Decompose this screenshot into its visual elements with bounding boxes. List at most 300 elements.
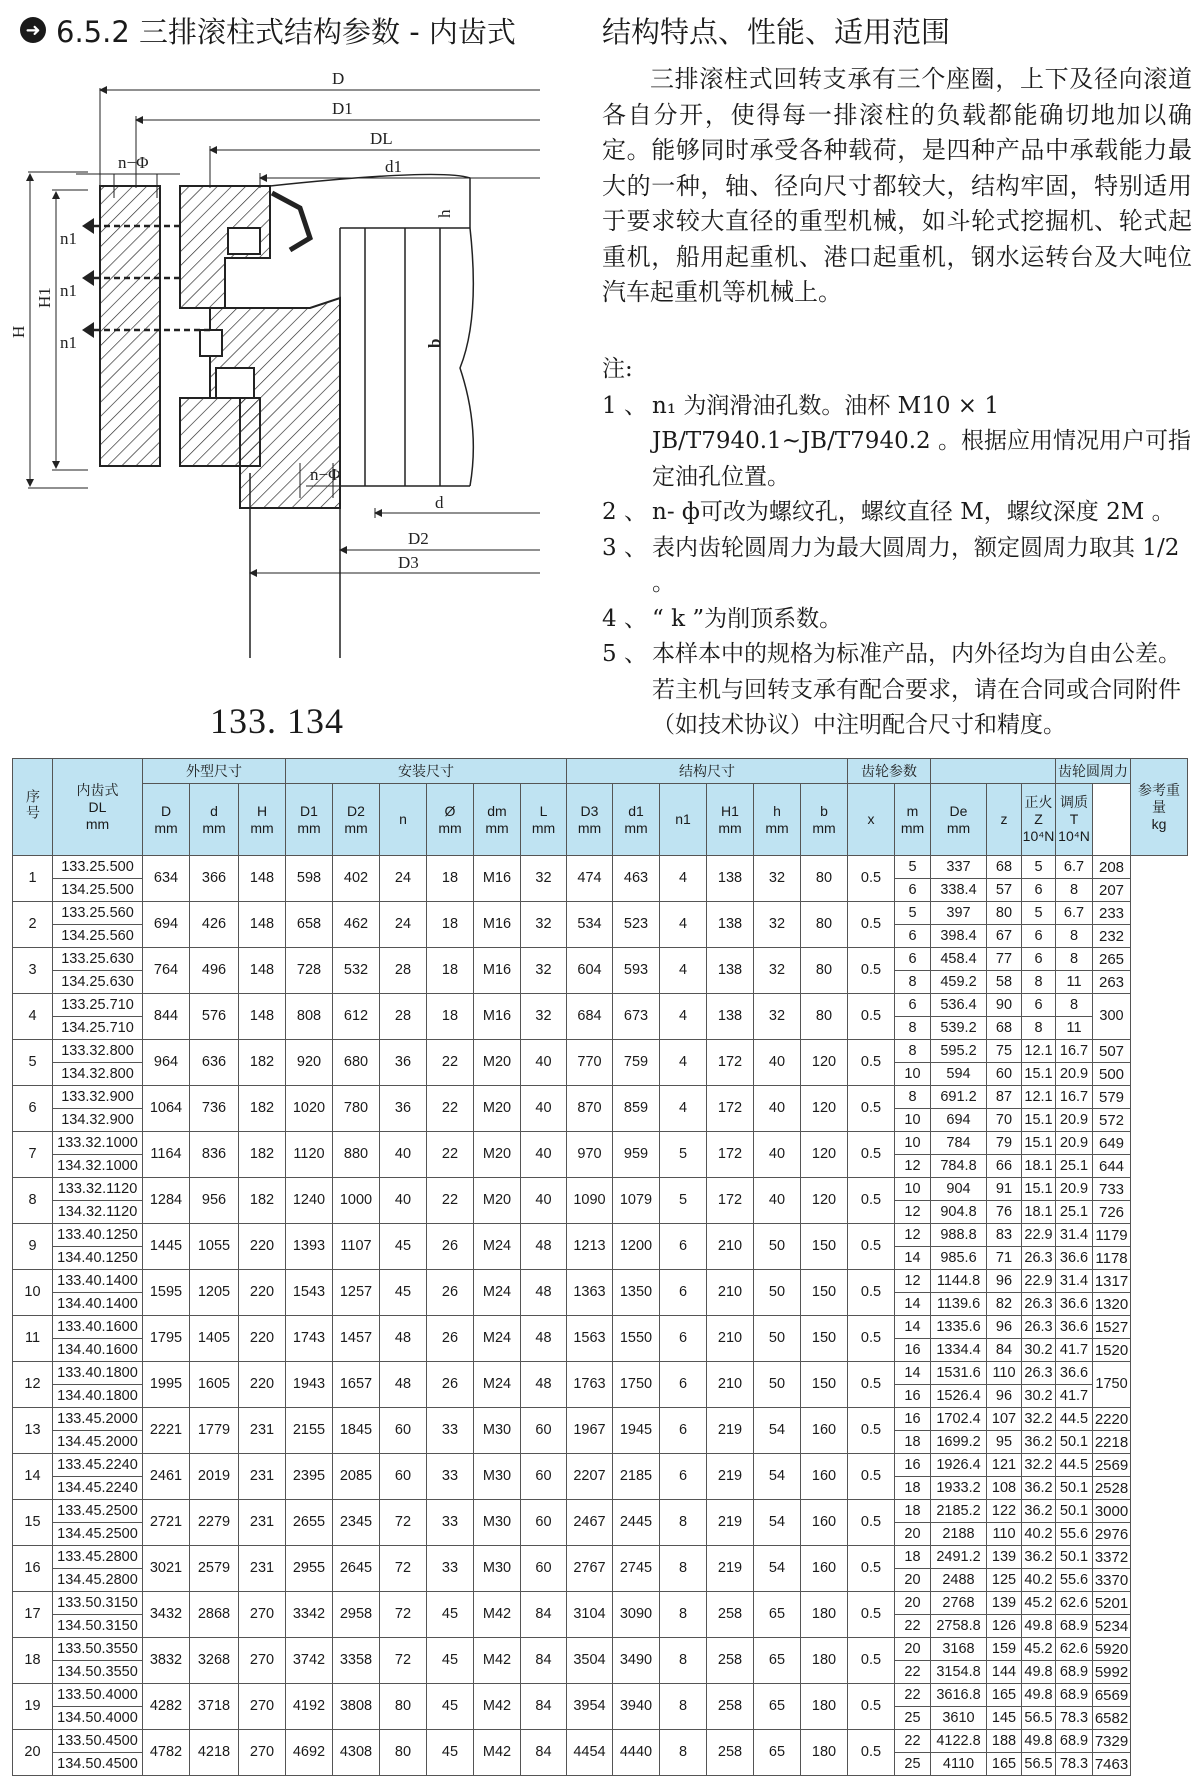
- cell-b: 80: [801, 902, 848, 948]
- cell-phi: 18: [427, 902, 474, 948]
- cell-x: 0.5: [848, 1730, 895, 1776]
- cell-weight: 5201: [1093, 1592, 1131, 1615]
- cell-d: 1284: [143, 1178, 190, 1224]
- cell-z: 60: [987, 1063, 1022, 1086]
- cell-de: 904.8: [931, 1201, 987, 1224]
- cell-d3: 534: [567, 902, 613, 948]
- cell-z: 75: [987, 1040, 1022, 1063]
- cell-z: 139: [987, 1546, 1022, 1569]
- cell-z: 96: [987, 1385, 1022, 1408]
- cell-force-t: 68.9: [1056, 1684, 1093, 1707]
- cell-model: 133.25.560: [53, 902, 143, 925]
- cell-weight: 2218: [1093, 1431, 1131, 1454]
- cell-d: 3432: [143, 1592, 190, 1638]
- cell-m: 5: [895, 856, 931, 879]
- cell-m: 18: [895, 1546, 931, 1569]
- table-row: [13, 1132, 1188, 1155]
- cell-l: 60: [521, 1546, 567, 1592]
- bearing-section-svg: [10, 68, 570, 668]
- cell-h: 231: [239, 1454, 286, 1500]
- cell-z: 121: [987, 1454, 1022, 1477]
- cell-l: 40: [521, 1040, 567, 1086]
- cell-model: 133.32.800: [53, 1040, 143, 1063]
- cell-z: 76: [987, 1201, 1022, 1224]
- cell-force-z: 15.1: [1022, 1063, 1056, 1086]
- label-n1-a: n1: [60, 229, 77, 248]
- cell-model: 133.25.500: [53, 856, 143, 879]
- cell-d: 964: [143, 1040, 190, 1086]
- table-row: [13, 1224, 1188, 1247]
- cell-h: 182: [239, 1178, 286, 1224]
- cell-h: 50: [754, 1224, 801, 1270]
- cell-force-z: 6: [1022, 948, 1056, 971]
- cell-de: 458.4: [931, 948, 987, 971]
- cell-d1: 3342: [286, 1592, 333, 1638]
- cell-n1: 8: [660, 1546, 707, 1592]
- cell-model: 133.50.3150: [53, 1592, 143, 1615]
- cell-d2: 680: [333, 1040, 380, 1086]
- spec-table-body: [13, 856, 1188, 1776]
- cell-weight: 7329: [1093, 1730, 1131, 1753]
- note-item: [602, 602, 1200, 638]
- cell-force-t: 11: [1056, 1017, 1093, 1040]
- cell-x: 0.5: [848, 1178, 895, 1224]
- cell-h: 65: [754, 1592, 801, 1638]
- cell-force-t: 44.5: [1056, 1454, 1093, 1477]
- cell-h: 54: [754, 1408, 801, 1454]
- cell-z: 145: [987, 1707, 1022, 1730]
- cell-h: 270: [239, 1730, 286, 1776]
- cell-d: 1164: [143, 1132, 190, 1178]
- cell-m: 6: [895, 879, 931, 902]
- cell-z: 107: [987, 1408, 1022, 1431]
- cell-h1: 172: [707, 1178, 754, 1224]
- cell-d: 634: [143, 856, 190, 902]
- cell-weight: 507: [1093, 1040, 1131, 1063]
- cell-de: 2188: [931, 1523, 987, 1546]
- cell-weight: 1527: [1093, 1316, 1131, 1339]
- cell-n: 28: [380, 948, 427, 994]
- cell-de: 784.8: [931, 1155, 987, 1178]
- cell-l: 84: [521, 1684, 567, 1730]
- group-gear: 齿轮参数: [848, 759, 931, 784]
- cell-d: 1795: [143, 1316, 190, 1362]
- cell-z: 159: [987, 1638, 1022, 1661]
- section-title: 6.5.2 三排滚柱式结构参数 - 内齿式: [56, 14, 516, 49]
- cell-d: 1779: [190, 1408, 239, 1454]
- cell-n1: 8: [660, 1684, 707, 1730]
- cell-n: 80: [380, 1684, 427, 1730]
- cell-n1: 6: [660, 1224, 707, 1270]
- cell-d1: 3940: [613, 1684, 660, 1730]
- cell-b: 120: [801, 1086, 848, 1132]
- cell-l: 48: [521, 1362, 567, 1408]
- cell-force-t: 50.1: [1056, 1477, 1093, 1500]
- cell-weight: 233: [1093, 902, 1131, 925]
- cell-model: 134.32.1120: [53, 1201, 143, 1224]
- cell-m: 6: [895, 994, 931, 1017]
- cell-dm: M24: [474, 1270, 521, 1316]
- cell-force-t: 68.9: [1056, 1661, 1093, 1684]
- cell-d1: 728: [286, 948, 333, 994]
- cell-n: 36: [380, 1086, 427, 1132]
- cell-seq: 19: [13, 1684, 53, 1730]
- cell-dm: M30: [474, 1546, 521, 1592]
- cell-de: 1144.8: [931, 1270, 987, 1293]
- cell-h: 65: [754, 1730, 801, 1776]
- cell-model: 134.50.3150: [53, 1615, 143, 1638]
- cell-h1: 172: [707, 1132, 754, 1178]
- cell-d: 1055: [190, 1224, 239, 1270]
- cell-d3: 1363: [567, 1270, 613, 1316]
- cell-b: 180: [801, 1730, 848, 1776]
- cell-model: 133.40.1400: [53, 1270, 143, 1293]
- cell-h: 54: [754, 1454, 801, 1500]
- cell-n1: 6: [660, 1316, 707, 1362]
- table-row: [13, 1592, 1188, 1615]
- cell-z: 122: [987, 1500, 1022, 1523]
- cell-z: 68: [987, 1017, 1022, 1040]
- cell-d1: 4440: [613, 1730, 660, 1776]
- cell-model: 134.40.1250: [53, 1247, 143, 1270]
- cell-force-t: 44.5: [1056, 1408, 1093, 1431]
- cell-m: 20: [895, 1592, 931, 1615]
- cell-d2: 1657: [333, 1362, 380, 1408]
- cell-d3: 870: [567, 1086, 613, 1132]
- cell-weight: 207: [1093, 879, 1131, 902]
- description-block: [602, 62, 1192, 311]
- cell-z: 77: [987, 948, 1022, 971]
- cell-force-t: 20.9: [1056, 1178, 1093, 1201]
- cell-l: 32: [521, 948, 567, 994]
- cell-d1: 1945: [613, 1408, 660, 1454]
- cell-h: 40: [754, 1040, 801, 1086]
- cell-force-z: 15.1: [1022, 1178, 1056, 1201]
- cell-d: 764: [143, 948, 190, 994]
- col-seq: 序号: [13, 759, 53, 856]
- cell-x: 0.5: [848, 1592, 895, 1638]
- cell-seq: 11: [13, 1316, 53, 1362]
- cell-force-t: 62.6: [1056, 1638, 1093, 1661]
- cell-d1: 593: [613, 948, 660, 994]
- cell-de: 2488: [931, 1569, 987, 1592]
- cell-d3: 1090: [567, 1178, 613, 1224]
- cell-m: 6: [895, 925, 931, 948]
- cell-d1: 920: [286, 1040, 333, 1086]
- cell-model: 134.50.4000: [53, 1707, 143, 1730]
- dim-label-d1: d1: [385, 157, 402, 176]
- cell-h: 32: [754, 994, 801, 1040]
- cell-model: 134.25.710: [53, 1017, 143, 1040]
- cell-de: 397: [931, 902, 987, 925]
- cell-force-z: 26.3: [1022, 1316, 1056, 1339]
- cell-m: 10: [895, 1063, 931, 1086]
- cell-d: 4218: [190, 1730, 239, 1776]
- col-dm: dm mm: [474, 784, 521, 856]
- cell-h: 270: [239, 1638, 286, 1684]
- cell-de: 904: [931, 1178, 987, 1201]
- cell-model: 133.50.4000: [53, 1684, 143, 1707]
- cell-force-t: 20.9: [1056, 1109, 1093, 1132]
- cell-n: 24: [380, 902, 427, 948]
- table-row: [13, 1270, 1188, 1293]
- cell-d: 2868: [190, 1592, 239, 1638]
- note-text: n₁ 为润滑油孔数。油杯 M10 × 1 JB/T7940.1~JB/T7940.2 。根据应用情况用户可指定油孔位置。: [652, 392, 1191, 490]
- cell-model: 134.45.2000: [53, 1431, 143, 1454]
- cell-n1: 4: [660, 856, 707, 902]
- cell-force-t: 20.9: [1056, 1132, 1093, 1155]
- cell-d: 1205: [190, 1270, 239, 1316]
- cell-d2: 2085: [333, 1454, 380, 1500]
- cell-d2: 612: [333, 994, 380, 1040]
- cell-d: 366: [190, 856, 239, 902]
- cell-z: 188: [987, 1730, 1022, 1753]
- cell-n1: 8: [660, 1638, 707, 1684]
- cell-h: 148: [239, 902, 286, 948]
- cell-b: 150: [801, 1362, 848, 1408]
- cell-h: 32: [754, 856, 801, 902]
- cell-n1: 6: [660, 1270, 707, 1316]
- cell-d: 836: [190, 1132, 239, 1178]
- cell-force-z: 49.8: [1022, 1684, 1056, 1707]
- cell-d2: 780: [333, 1086, 380, 1132]
- cell-de: 338.4: [931, 879, 987, 902]
- cell-seq: 16: [13, 1546, 53, 1592]
- cell-x: 0.5: [848, 1684, 895, 1730]
- cell-d2: 3808: [333, 1684, 380, 1730]
- cell-h1: 258: [707, 1730, 754, 1776]
- cell-dm: M30: [474, 1408, 521, 1454]
- dim-label-DL: DL: [370, 129, 393, 148]
- col-d: d mm: [190, 784, 239, 856]
- cell-model: 134.40.1600: [53, 1339, 143, 1362]
- cell-d3: 2767: [567, 1546, 613, 1592]
- cell-d1: 1240: [286, 1178, 333, 1224]
- cell-weight: 263: [1093, 971, 1131, 994]
- cell-m: 18: [895, 1431, 931, 1454]
- cell-d1: 1943: [286, 1362, 333, 1408]
- cell-weight: 1317: [1093, 1270, 1131, 1293]
- cell-force-z: 49.8: [1022, 1730, 1056, 1753]
- cell-force-t: 36.6: [1056, 1247, 1093, 1270]
- col-D: D mm: [143, 784, 190, 856]
- table-row: [13, 1408, 1188, 1431]
- cell-b: 80: [801, 994, 848, 1040]
- dim-label-D1: D1: [332, 99, 353, 118]
- cell-dm: M42: [474, 1592, 521, 1638]
- cell-seq: 20: [13, 1730, 53, 1776]
- cell-h: 54: [754, 1546, 801, 1592]
- table-row: [13, 1086, 1188, 1109]
- cell-n: 60: [380, 1408, 427, 1454]
- cell-seq: 9: [13, 1224, 53, 1270]
- group-force: 齿轮圆周力: [1056, 759, 1131, 784]
- cell-seq: 17: [13, 1592, 53, 1638]
- cell-d2: 532: [333, 948, 380, 994]
- cell-n1: 6: [660, 1408, 707, 1454]
- cell-d1: 1550: [613, 1316, 660, 1362]
- cell-de: 459.2: [931, 971, 987, 994]
- note-item: [602, 389, 1200, 496]
- cell-force-z: 12.1: [1022, 1086, 1056, 1109]
- cell-dm: M24: [474, 1316, 521, 1362]
- cell-force-t: 25.1: [1056, 1155, 1093, 1178]
- cell-h1: 219: [707, 1546, 754, 1592]
- cell-h1: 219: [707, 1454, 754, 1500]
- cell-b: 160: [801, 1500, 848, 1546]
- cell-b: 150: [801, 1224, 848, 1270]
- cell-de: 595.2: [931, 1040, 987, 1063]
- table-row: [13, 1316, 1188, 1339]
- cell-n: 36: [380, 1040, 427, 1086]
- cell-d3: 970: [567, 1132, 613, 1178]
- cell-d2: 462: [333, 902, 380, 948]
- cell-force-t: 20.9: [1056, 1063, 1093, 1086]
- cell-z: 68: [987, 856, 1022, 879]
- section-header: [20, 10, 516, 50]
- cell-force-z: 32.2: [1022, 1408, 1056, 1431]
- cell-l: 48: [521, 1224, 567, 1270]
- cell-model: 133.25.630: [53, 948, 143, 971]
- cell-force-z: 36.2: [1022, 1500, 1056, 1523]
- col-L: L mm: [521, 784, 567, 856]
- cell-n: 72: [380, 1500, 427, 1546]
- cell-de: 694: [931, 1109, 987, 1132]
- cell-de: 337: [931, 856, 987, 879]
- cell-weight: 265: [1093, 948, 1131, 971]
- notes-block: [602, 352, 1200, 744]
- cell-force-t: 16.7: [1056, 1086, 1093, 1109]
- cell-n: 24: [380, 856, 427, 902]
- cell-model: 133.50.4500: [53, 1730, 143, 1753]
- cell-d: 3832: [143, 1638, 190, 1684]
- cell-h: 65: [754, 1638, 801, 1684]
- cell-force-t: 16.7: [1056, 1040, 1093, 1063]
- cell-z: 125: [987, 1569, 1022, 1592]
- cell-model: 133.40.1600: [53, 1316, 143, 1339]
- cell-h: 220: [239, 1362, 286, 1408]
- cell-dm: M20: [474, 1086, 521, 1132]
- cell-force-z: 18.1: [1022, 1201, 1056, 1224]
- cell-de: 1699.2: [931, 1431, 987, 1454]
- cell-d1: 1120: [286, 1132, 333, 1178]
- cell-h: 270: [239, 1684, 286, 1730]
- cell-force-z: 40.2: [1022, 1523, 1056, 1546]
- cell-d2: 402: [333, 856, 380, 902]
- cell-weight: 3372: [1093, 1546, 1131, 1569]
- cell-force-t: 8: [1056, 948, 1093, 971]
- cell-model: 133.32.900: [53, 1086, 143, 1109]
- cell-de: 985.6: [931, 1247, 987, 1270]
- cell-x: 0.5: [848, 1638, 895, 1684]
- cell-m: 12: [895, 1224, 931, 1247]
- cell-force-z: 49.8: [1022, 1661, 1056, 1684]
- cell-de: 2758.8: [931, 1615, 987, 1638]
- cell-l: 84: [521, 1730, 567, 1776]
- notes-title: 注:: [602, 356, 633, 382]
- cell-force-t: 68.9: [1056, 1730, 1093, 1753]
- cell-n1: 8: [660, 1592, 707, 1638]
- cell-model: 133.45.2000: [53, 1408, 143, 1431]
- label-n1-c: n1: [60, 333, 77, 352]
- cell-d: 426: [190, 902, 239, 948]
- cell-d1: 1200: [613, 1224, 660, 1270]
- cell-d: 576: [190, 994, 239, 1040]
- cell-d3: 474: [567, 856, 613, 902]
- note-number: 5 、: [602, 641, 647, 667]
- cell-m: 18: [895, 1477, 931, 1500]
- cell-model: 134.25.630: [53, 971, 143, 994]
- cell-force-z: 6: [1022, 925, 1056, 948]
- cell-d2: 2345: [333, 1500, 380, 1546]
- cell-dm: M20: [474, 1040, 521, 1086]
- cell-d1: 959: [613, 1132, 660, 1178]
- cell-force-z: 15.1: [1022, 1132, 1056, 1155]
- cell-phi: 33: [427, 1408, 474, 1454]
- cell-weight: 6582: [1093, 1707, 1131, 1730]
- cell-d: 1605: [190, 1362, 239, 1408]
- cell-de: 1334.4: [931, 1339, 987, 1362]
- cell-de: 1702.4: [931, 1408, 987, 1431]
- note-number: 3 、: [602, 534, 647, 561]
- cell-phi: 45: [427, 1592, 474, 1638]
- cell-d3: 1967: [567, 1408, 613, 1454]
- cell-weight: 232: [1093, 925, 1131, 948]
- note-number: 1 、: [602, 392, 647, 419]
- cell-force-z: 22.9: [1022, 1224, 1056, 1247]
- arrow-right-icon: ➜: [20, 17, 46, 43]
- cell-l: 84: [521, 1638, 567, 1684]
- cell-seq: 15: [13, 1500, 53, 1546]
- cell-x: 0.5: [848, 1086, 895, 1132]
- cell-force-t: 62.6: [1056, 1592, 1093, 1615]
- cell-h1: 138: [707, 856, 754, 902]
- cell-d1: 2955: [286, 1546, 333, 1592]
- cell-d: 3021: [143, 1546, 190, 1592]
- cell-b: 160: [801, 1408, 848, 1454]
- cell-weight: 1179: [1093, 1224, 1131, 1247]
- cell-d: 1405: [190, 1316, 239, 1362]
- cell-n: 80: [380, 1730, 427, 1776]
- cell-force-z: 45.2: [1022, 1638, 1056, 1661]
- col-h: h mm: [754, 784, 801, 856]
- cell-d: 2721: [143, 1500, 190, 1546]
- cell-force-t: 78.3: [1056, 1707, 1093, 1730]
- cell-model: 133.40.1800: [53, 1362, 143, 1385]
- cell-m: 22: [895, 1730, 931, 1753]
- cell-h1: 219: [707, 1500, 754, 1546]
- cell-d3: 3104: [567, 1592, 613, 1638]
- cell-z: 96: [987, 1316, 1022, 1339]
- cell-h1: 219: [707, 1408, 754, 1454]
- cell-force-z: 15.1: [1022, 1109, 1056, 1132]
- cell-force-t: 55.6: [1056, 1569, 1093, 1592]
- cell-h: 40: [754, 1086, 801, 1132]
- cell-m: 8: [895, 971, 931, 994]
- cell-d1: 1743: [286, 1316, 333, 1362]
- cell-phi: 33: [427, 1500, 474, 1546]
- cell-d3: 3954: [567, 1684, 613, 1730]
- cell-h: 148: [239, 994, 286, 1040]
- cell-dm: M30: [474, 1454, 521, 1500]
- cell-x: 0.5: [848, 1224, 895, 1270]
- cell-d1: 3742: [286, 1638, 333, 1684]
- cell-h: 32: [754, 902, 801, 948]
- col-H: H mm: [239, 784, 286, 856]
- cell-force-t: 31.4: [1056, 1270, 1093, 1293]
- cell-h: 32: [754, 948, 801, 994]
- cell-b: 180: [801, 1684, 848, 1730]
